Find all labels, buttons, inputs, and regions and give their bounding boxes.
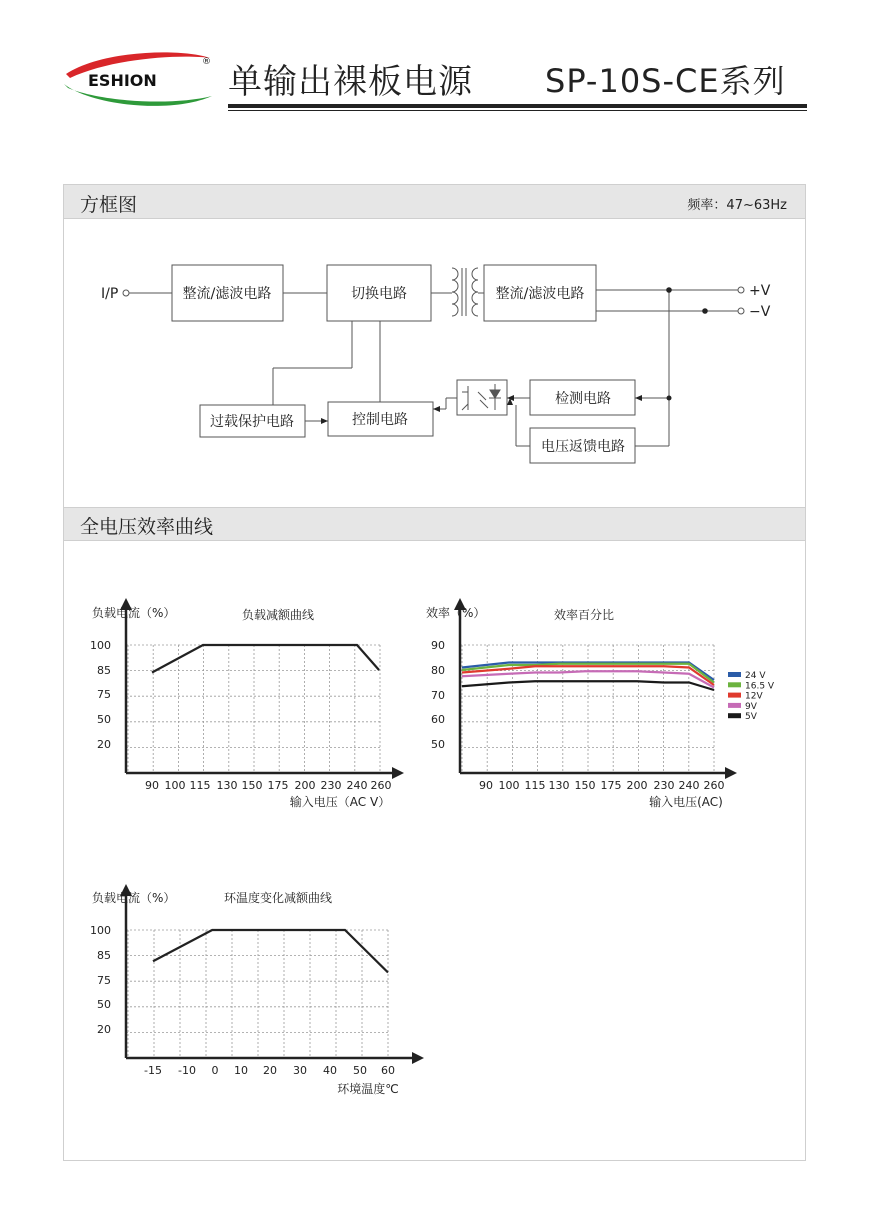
x-tick-label: 115 [189, 779, 211, 792]
y-axis-label: 负载电流（%） [92, 606, 176, 620]
y-tick-label: 60 [431, 713, 445, 726]
x-tick-label: 240 [678, 779, 700, 792]
page-title: 单输出裸板电源 [228, 62, 473, 102]
x-tick-label: 200 [294, 779, 316, 792]
legend-swatch [728, 682, 741, 687]
y-tick-label: 100 [90, 639, 111, 652]
legend-swatch [728, 713, 741, 718]
y-tick-label: 20 [97, 738, 111, 751]
x-tick-label: 10 [234, 1064, 248, 1077]
control-label: 控制电路 [352, 412, 408, 428]
x-tick-label: 130 [216, 779, 238, 792]
y-tick-label: 90 [431, 639, 445, 652]
chart-title: 环温度变化减额曲线 [223, 891, 333, 905]
x-tick-label: 150 [574, 779, 596, 792]
legend-label: 24 V [745, 671, 766, 681]
chart-title: 负载减额曲线 [241, 608, 315, 622]
curves-title: 全电压效率曲线 [80, 516, 214, 538]
y-axis-label: 负载电流（%） [92, 891, 176, 905]
x-tick-label: 150 [241, 779, 263, 792]
registered-mark: ® [202, 57, 211, 67]
y-tick-label: 50 [97, 998, 111, 1011]
x-tick-label: 175 [267, 779, 289, 792]
x-tick-label: 0 [211, 1064, 219, 1077]
rectifier-out-label: 整流/滤波电路 [495, 286, 585, 302]
x-tick-label: 115 [524, 779, 546, 792]
x-tick-label: 230 [653, 779, 675, 792]
x-tick-label: -15 [144, 1064, 162, 1077]
model-series: SP-10S-CE系列 [545, 62, 786, 100]
y-tick-label: 75 [97, 688, 111, 701]
frequency-label: 频率：47~63Hz [687, 198, 787, 213]
legend-label: 12V [745, 691, 763, 702]
x-tick-label: 20 [263, 1064, 277, 1077]
legend-label: 16.5 V [745, 681, 775, 692]
y-tick-label: 100 [90, 924, 111, 937]
x-axis-label: 环境温度℃ [337, 1082, 399, 1096]
x-axis-arrow [392, 767, 404, 779]
switching-label: 切换电路 [351, 286, 407, 302]
x-axis-label: 输入电压（AC V） [289, 795, 391, 809]
block-diagram-title: 方框图 [80, 194, 138, 216]
y-axis-label: 效率（%） [426, 606, 486, 620]
legend-label: 9V [745, 701, 757, 712]
legend-swatch [728, 672, 741, 677]
x-axis-label: 输入电压(AC) [649, 795, 723, 809]
x-tick-label: 175 [600, 779, 622, 792]
y-tick-label: 70 [431, 689, 445, 702]
x-tick-label: 260 [703, 779, 725, 792]
y-tick-label: 85 [97, 949, 111, 962]
x-tick-label: 90 [145, 779, 159, 792]
input-label: I/P [101, 286, 119, 302]
x-tick-label: 40 [323, 1064, 337, 1077]
x-tick-label: 200 [626, 779, 648, 792]
x-tick-label: -10 [178, 1064, 196, 1077]
x-tick-label: 60 [381, 1064, 395, 1077]
overload-label: 过载保护电路 [210, 414, 294, 430]
y-tick-label: 20 [97, 1023, 111, 1036]
x-axis-arrow [412, 1052, 424, 1064]
y-tick-label: 85 [97, 664, 111, 677]
y-tick-label: 50 [97, 713, 111, 726]
output-neg-label: −V [749, 304, 771, 320]
x-tick-label: 30 [293, 1064, 307, 1077]
detection-label: 检测电路 [555, 391, 611, 407]
series-line-load [153, 930, 388, 973]
x-axis-arrow [725, 767, 737, 779]
y-tick-label: 80 [431, 664, 445, 677]
x-tick-label: 50 [353, 1064, 367, 1077]
rectifier-in-label: 整流/滤波电路 [182, 286, 272, 302]
series-line-load [152, 645, 379, 673]
chart-title: 效率百分比 [553, 608, 615, 622]
legend-swatch [728, 703, 741, 708]
x-tick-label: 130 [548, 779, 570, 792]
feedback-label: 电压返馈电路 [541, 439, 625, 455]
y-tick-label: 50 [431, 738, 445, 751]
legend-label: 5V [745, 712, 757, 723]
logo-text: ESHION [88, 71, 157, 90]
legend-swatch [728, 693, 741, 698]
output-pos-label: +V [749, 283, 771, 299]
x-tick-label: 100 [164, 779, 186, 792]
x-tick-label: 240 [346, 779, 368, 792]
x-tick-label: 100 [498, 779, 520, 792]
x-tick-label: 260 [370, 779, 392, 792]
y-tick-label: 75 [97, 974, 111, 987]
x-tick-label: 230 [320, 779, 342, 792]
x-tick-label: 90 [479, 779, 493, 792]
